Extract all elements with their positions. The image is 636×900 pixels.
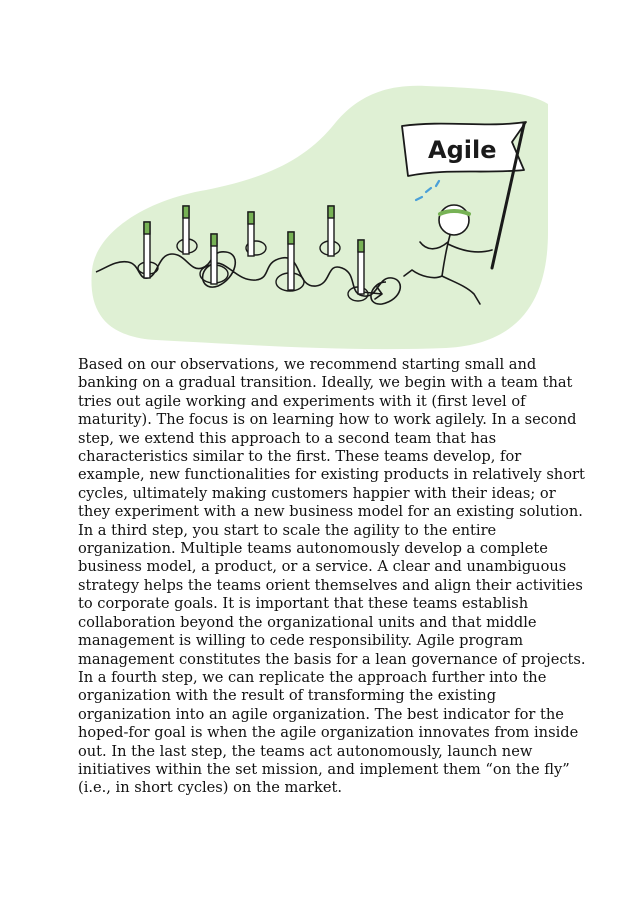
paragraph-line: hoped-for goal is when the agile organization innovates from inside [78, 724, 579, 742]
stick-3 [211, 234, 217, 284]
paragraph-line: to corporate goals. It is important that these teams establish [78, 595, 529, 613]
stick-6 [328, 206, 334, 256]
paragraph-line: banking on a gradual transition. Ideally, we begin with a team that [78, 374, 573, 392]
paragraph-line: they experiment with a new business model for an existing solution. [78, 503, 583, 521]
paragraph-line: (i.e., in short cycles) on the market. [78, 779, 342, 797]
paragraph-line: initiatives within the set mission, and implement them “on the fly” [78, 760, 570, 778]
stick-4 [248, 212, 254, 256]
body-paragraph [78, 356, 586, 798]
stick-1 [144, 222, 150, 278]
paragraph-line: management is willing to cede responsibility. Agile program [78, 632, 524, 650]
paragraph-line: organization. Multiple teams autonomously develop a complete [78, 540, 548, 558]
paragraph-line: business model, a product, or a service. A clear and unambiguous [78, 558, 567, 576]
paragraph-line: example, new functionalities for existing products in relatively short [78, 466, 585, 484]
paragraph-line: collaboration beyond the organizational units and that middle [78, 613, 537, 631]
stick-5 [288, 232, 294, 290]
stick-2 [183, 206, 189, 254]
paragraph-line: strategy helps the teams orient themselves and align their activities [78, 576, 583, 594]
paragraph-line: tries out agile working and experiments with it (first level of [78, 392, 526, 410]
stick-7 [358, 240, 364, 294]
paragraph-line: characteristics similar to the first. These teams develop, for [78, 448, 522, 466]
paragraph-line: Based on our observations, we recommend starting small and [78, 356, 537, 373]
paragraph-line: management constitutes the basis for a lean governance of projects. [78, 650, 586, 668]
paragraph-line: maturity). The focus is on learning how to work agilely. In a second [78, 411, 577, 429]
paragraph-line: step, we extend this approach to a second team that has [78, 429, 497, 447]
paragraph-line: In a fourth step, we can replicate the approach further into the [78, 668, 547, 686]
paragraph-line: In a third step, you start to scale the agility to the entire [78, 521, 497, 539]
agile-illustration [86, 82, 550, 350]
paragraph-line: organization with the result of transforming the existing [78, 687, 497, 705]
paragraph-line: organization into an agile organization. The best indicator for the [78, 705, 564, 723]
paragraph-line: out. In the last step, the teams act autonomously, launch new [78, 742, 533, 760]
paragraph-line: cycles, ultimately making customers happier with their ideas; or [78, 484, 556, 502]
flag-label: Agile [428, 136, 497, 164]
